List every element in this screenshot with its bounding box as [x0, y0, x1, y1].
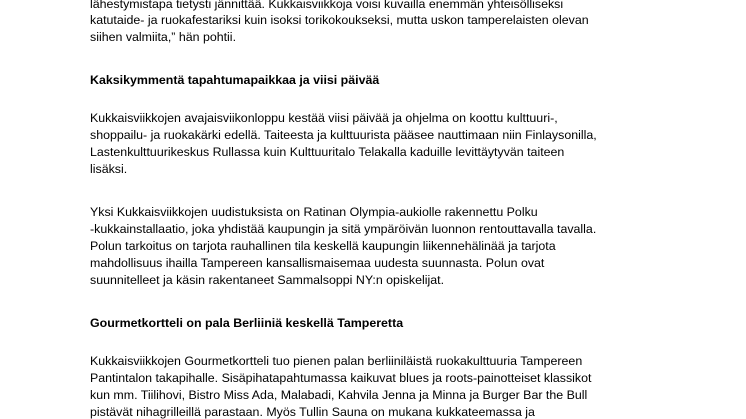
- para-2-line-3: Polun tarkoitus on tarjota rauhallinen tila keskellä kaupungin liikennehälinää ja tarjota: [90, 239, 556, 253]
- para-2-line-2: -kukkainstallaatio, joka yhdistää kaupungin ja sitä ympäröivän luonnon rentouttavalla tavalla.: [90, 222, 597, 236]
- intro-line-3: siihen valmiita,” hän pohtii.: [90, 30, 237, 44]
- para-1-line-4: lisäksi.: [90, 162, 128, 176]
- para-1-line-1: Kukkaisviikkojen avajaisviikonloppu kestää viisi päivää ja ohjelma on koottu kulttuuri-,: [90, 111, 558, 125]
- para-3-line-4: pistävät nihagrilleillä parastaan. Myös Tullin Sauna on mukana kukkateemassa ja: [90, 405, 535, 419]
- para-2-line-4: mahdollisuus ihailla Tampereen kansallismaisemaa uudesta suunnasta. Polun ovat: [90, 256, 545, 270]
- intro-line-2: katutaide- ja ruokafestariksi kuin isoksi torikokoukseksi, mutta uskon tamperelaisten olevan: [90, 13, 589, 27]
- para-3-line-1: Kukkaisviikkojen Gourmetkortteli tuo pienen palan berliiniläistä ruokakulttuuria Tampereen: [90, 354, 583, 368]
- para-2-line-5: suunnitelleet ja käsin rakentaneet Sammalsoppi NY:n opiskelijat.: [90, 273, 445, 287]
- para-1-line-2: shoppailu- ja ruokakärki edellä. Taiteesta ja kulttuurista pääsee nauttimaan niin Finlaysonilla,: [90, 128, 597, 142]
- section-heading-events: Kaksikymmentä tapahtumapaikkaa ja viisi päivää: [90, 73, 380, 87]
- para-2-line-1: Yksi Kukkaisviikkojen uudistuksista on Ratinan Olympia-aukiolle rakennettu Polku: [90, 205, 538, 219]
- intro-line-1: lähestymistapa tietysti jännittää. Kukkaisviikkoja voisi kuvailla enemmän yhteisölliseksi: [90, 0, 564, 11]
- para-1-line-3: Lastenkulttuurikeskus Rullassa kuin Kulttuuritalo Telakalla kaduille levittäytyvän taiteen: [90, 145, 565, 159]
- para-3-line-2: Pantintalon takapihalle. Sisäpihatapahtumassa kaikuvat blues ja roots-painotteiset klassikot: [90, 371, 592, 385]
- section-heading-gourmet: Gourmetkortteli on pala Berliiniä keskellä Tamperetta: [90, 316, 404, 330]
- para-3-line-3: kun mm. Tiilihovi, Bistro Miss Ada, Malabadi, Kahvila Jenna ja Minna ja Burger Bar the Bull: [90, 388, 588, 402]
